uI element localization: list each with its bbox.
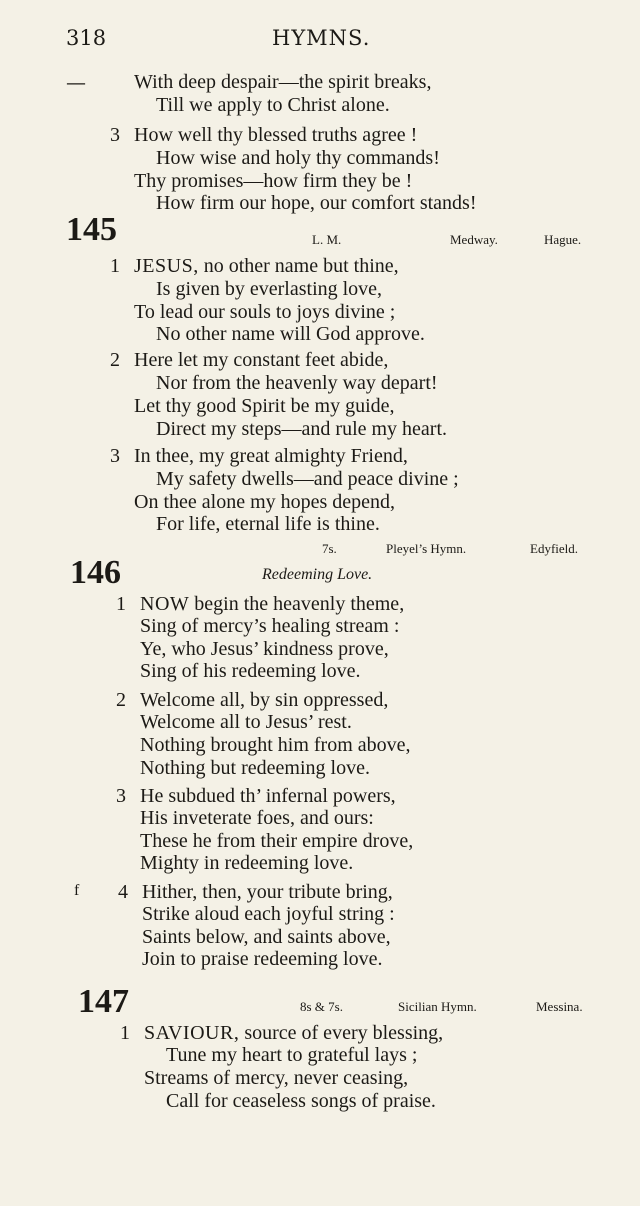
hymn-meter: 8s & 7s. — [300, 999, 343, 1014]
page-header — [0, 26, 640, 56]
running-title: HYMNS. — [272, 26, 371, 50]
hymn-tune: Sicilian Hymn. — [398, 999, 477, 1014]
verse-number: 1 — [120, 1022, 130, 1044]
verse-number: 3 — [116, 785, 126, 807]
hymn-line: How firm our hope, our comfort stands! — [156, 192, 477, 214]
hymn-line: My safety dwells—and peace divine ; — [156, 468, 459, 490]
hymn-line: Mighty in redeeming love. — [140, 852, 354, 874]
hymn-number: 145 — [66, 211, 117, 248]
first-word: SAVIOUR, — [144, 1022, 240, 1044]
hymn-line: To lead our souls to joys divine ; — [134, 301, 396, 323]
hymn-line: His inveterate foes, and ours: — [140, 807, 374, 829]
hymn-line: Nothing but redeeming love. — [140, 757, 370, 779]
first-line-rest: no other name but thine, — [198, 255, 399, 277]
hymn-line: Let thy good Spirit be my guide, — [134, 395, 395, 417]
hymn-line: Nor from the heavenly way depart! — [156, 372, 438, 394]
hymn-tune: Hague. — [544, 232, 582, 247]
hymn-subtitle: Redeeming Love. — [262, 566, 373, 583]
hymn-line: With deep despair—the spirit breaks, — [134, 71, 432, 93]
first-line-rest: source of every blessing, — [239, 1022, 444, 1044]
page-number: 318 — [66, 26, 107, 50]
hymn-line — [144, 1021, 443, 1045]
hymn-line: Nothing brought him from above, — [140, 734, 411, 756]
hymn-line — [140, 592, 404, 616]
hymn-line: Tune my heart to grateful lays ; — [166, 1044, 418, 1066]
hymn-line: In thee, my great almighty Friend, — [134, 445, 408, 467]
hymn-line: For life, eternal life is thine. — [156, 513, 380, 535]
hymn-line: Thy promises—how firm they be ! — [134, 170, 413, 192]
verse-number: 3 — [110, 445, 120, 467]
verse-number: 1 — [110, 255, 120, 277]
hymn-line: Sing of mercy’s healing stream : — [140, 615, 400, 637]
hymn-line: Call for ceaseless songs of praise. — [166, 1090, 436, 1112]
first-word: JESUS, — [134, 255, 199, 277]
hymn-line: Ye, who Jesus’ kindness prove, — [140, 638, 389, 660]
hymn-line: How wise and holy thy commands! — [156, 147, 440, 169]
hymn-number: 146 — [70, 554, 121, 591]
hymn-meter: 7s. — [322, 541, 337, 556]
hymn-meter: L. M. — [312, 232, 342, 247]
first-line-rest: begin the heavenly theme, — [189, 593, 405, 615]
hymn-line: Sing of his redeeming love. — [140, 660, 361, 682]
hymn-line: Is given by everlasting love, — [156, 278, 383, 300]
verse-number: 2 — [110, 349, 120, 371]
hymn-tune: Pleyel’s Hymn. — [386, 541, 467, 556]
hymn-tune: Edyfield. — [530, 541, 579, 556]
hymn-line: These he from their empire drove, — [140, 830, 414, 852]
hymn-line: He subdued th’ infernal powers, — [140, 785, 396, 807]
hymn-line: No other name will God approve. — [156, 323, 425, 345]
hymn-line: Join to praise redeeming love. — [142, 948, 383, 970]
hymn-line: Till we apply to Christ alone. — [156, 94, 390, 116]
hymn-line: Direct my steps—and rule my heart. — [156, 418, 448, 440]
hymn-line: Streams of mercy, never ceasing, — [144, 1067, 409, 1089]
hymn-line: Here let my constant feet abide, — [134, 349, 389, 371]
first-word: NOW — [140, 593, 190, 615]
hymn-line: How well thy blessed truths agree ! — [134, 124, 418, 146]
hymn-tune: Messina. — [536, 999, 583, 1014]
hymn-line: Welcome all to Jesus’ rest. — [140, 711, 352, 733]
verse-number: 4 — [118, 881, 128, 903]
hymn-line — [134, 254, 399, 278]
hymn-line: On thee alone my hopes depend, — [134, 491, 396, 513]
verse-number: 1 — [116, 593, 126, 615]
hymn-line: Saints below, and saints above, — [142, 926, 391, 948]
hymn-line: Hither, then, your tribute bring, — [142, 881, 393, 903]
hymn-tune: Medway. — [450, 232, 498, 247]
continuation-dash: — — [66, 70, 86, 94]
verse-number: 2 — [116, 689, 126, 711]
verse-number: 3 — [110, 124, 120, 146]
hymn-number: 147 — [78, 983, 129, 1020]
hymn-line: Strike aloud each joyful string : — [142, 903, 395, 925]
hymn-line: Welcome all, by sin oppressed, — [140, 689, 389, 711]
dynamics-mark: f — [74, 882, 80, 899]
